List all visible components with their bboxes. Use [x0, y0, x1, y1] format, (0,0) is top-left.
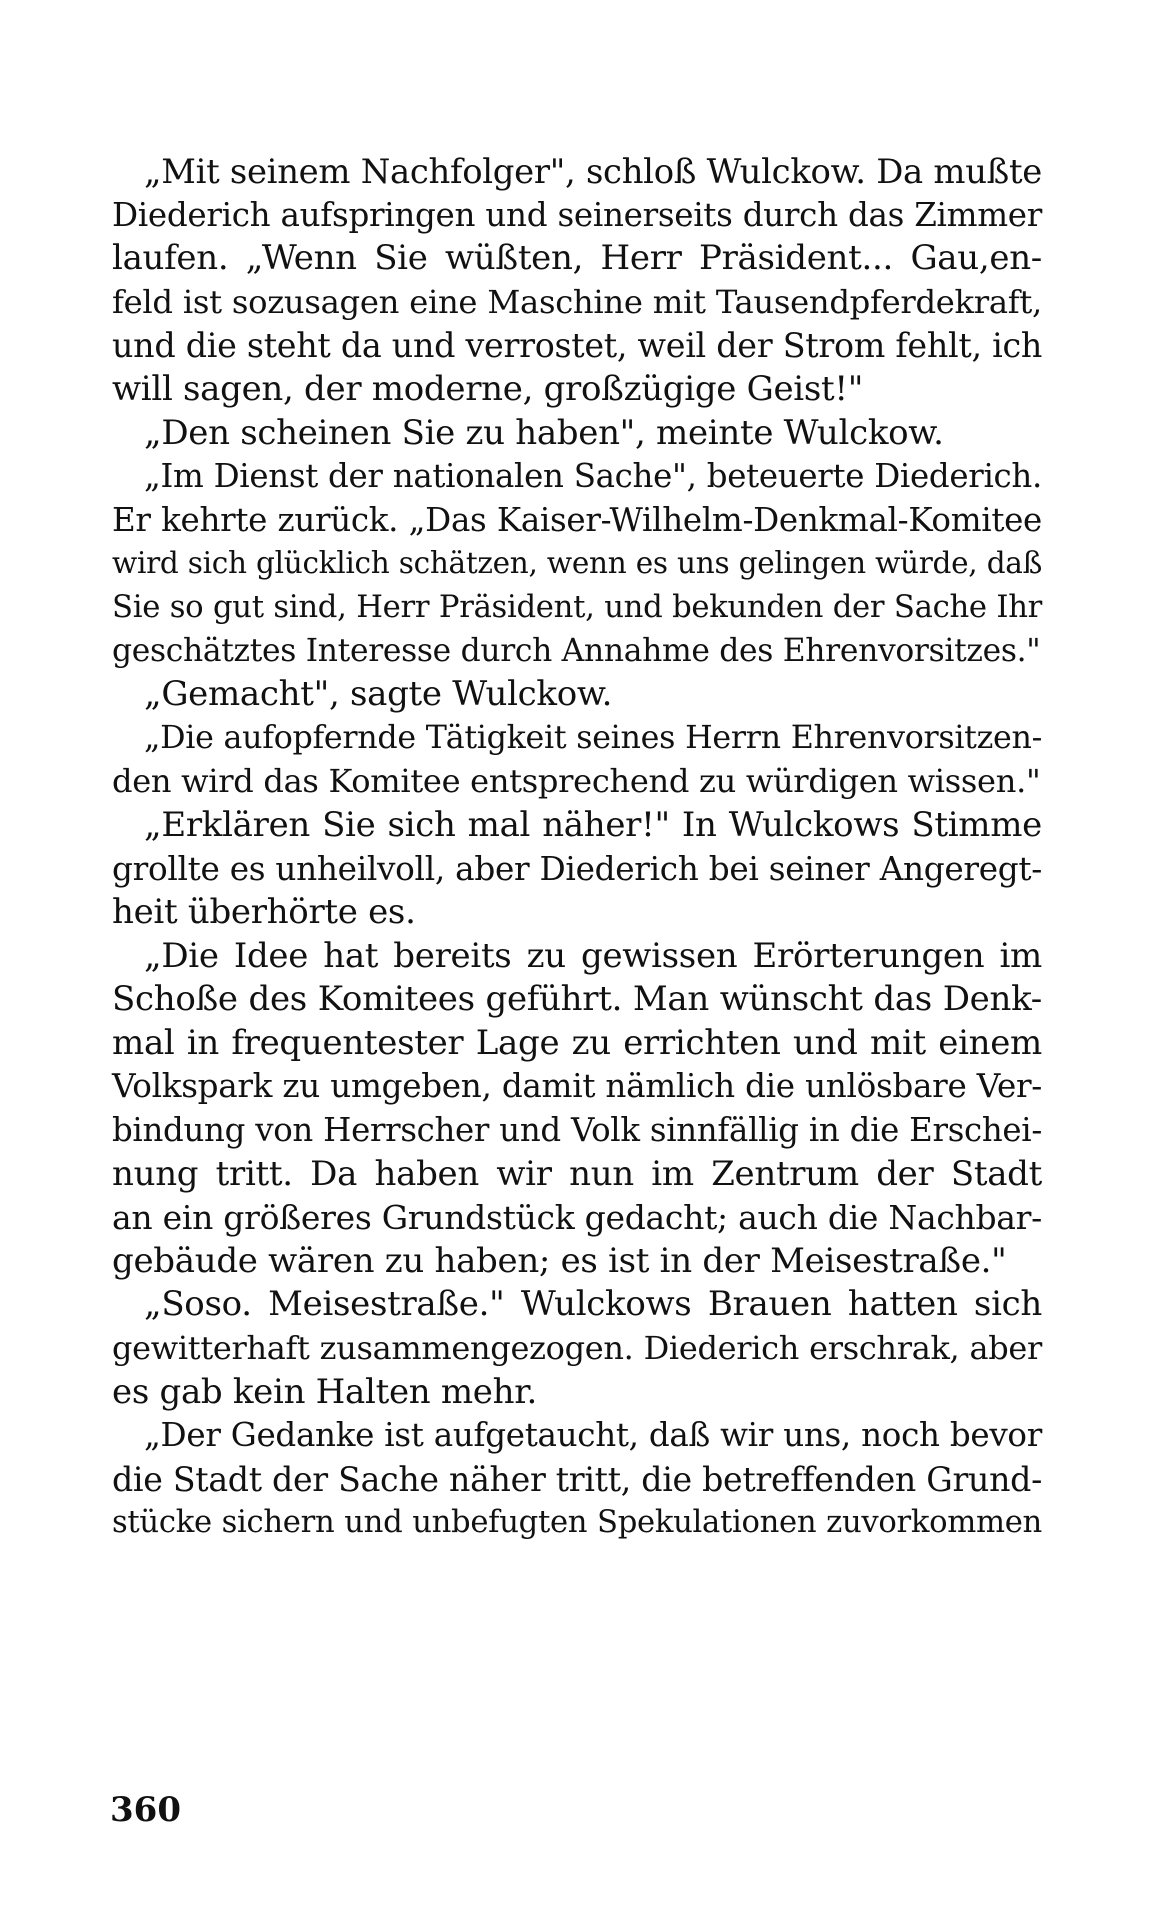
text-line: „Gemacht", sagte Wulckow.	[144, 674, 613, 715]
text-line: Diederich aufspringen und seinerseits durch das Zimmer	[112, 195, 1042, 234]
text-line: „Mit seinem Nachfolger", schloß Wulckow. Da mußte	[144, 152, 1042, 191]
text-line: Er kehrte zurück. „Das Kaiser-Wilhelm-Denkmal-Komitee	[112, 500, 1042, 539]
text-line: und die steht da und verrostet, weil der Strom fehlt, ich	[112, 326, 1042, 366]
text-line: die Stadt der Sache näher tritt, die betreffenden Grund-	[112, 1459, 1042, 1499]
text-line: „Im Dienst der nationalen Sache", beteuerte Diederich.	[144, 457, 1042, 496]
text-line: bindung von Herrscher und Volk sinnfällig in die Erschei-	[112, 1111, 1042, 1150]
text-line: Volkspark zu umgeben, damit nämlich die unlösbare Ver-	[112, 1067, 1042, 1106]
text-line: stücke sichern und unbefugten Spekulationen zuvorkommen	[112, 1505, 1042, 1541]
page-number: 360	[110, 1790, 181, 1830]
text-line: mal in frequentester Lage zu errichten und mit einem	[112, 1022, 1042, 1063]
text-line: laufen. „Wenn Sie wüßten, Herr Präsident... Gau,en-	[112, 238, 1042, 279]
text-line: Schoße des Komitees geführt. Man wünscht das Denk-	[112, 979, 1042, 1020]
text-line: nung tritt. Da haben wir nun im Zentrum der Stadt	[112, 1153, 1042, 1194]
text-line: gewitterhaft zusammengezogen. Diederich erschrak, aber	[112, 1329, 1042, 1368]
text-line: „Der Gedanke ist aufgetaucht, daß wir uns, noch bevor	[144, 1416, 1042, 1455]
text-line: wird sich glücklich schätzen, wenn es uns gelingen würde, daß	[112, 546, 1042, 581]
text-line: „Erklären Sie sich mal näher!" In Wulckows Stimme	[144, 804, 1042, 845]
text-line: den wird das Komitee entsprechend zu würdigen wissen."	[112, 762, 1041, 801]
text-line: „Soso. Meisestraße." Wulckows Brauen hatten sich	[144, 1284, 1042, 1325]
text-line: will sagen, der moderne, großzügige Geist!"	[112, 368, 864, 409]
text-line: grollte es unheilvoll, aber Diederich bei seiner Angeregt-	[112, 849, 1042, 888]
body-text	[112, 150, 1042, 1545]
text-line: geschätztes Interesse durch Annahme des Ehrenvorsitzes."	[112, 632, 1041, 669]
text-line: gebäude wären zu haben; es ist in der Meisestraße."	[112, 1240, 1007, 1281]
text-line: an ein größeres Grundstück gedacht; auch die Nachbar-	[112, 1198, 1042, 1238]
text-line: es gab kein Halten mehr.	[112, 1371, 537, 1412]
text-line: „Den scheinen Sie zu haben", meinte Wulckow.	[144, 412, 944, 453]
text-line: Sie so gut sind, Herr Präsident, und bekunden der Sache Ihr	[112, 589, 1042, 625]
text-line: „Die aufopfernde Tätigkeit seines Herrn Ehrenvorsitzen-	[144, 719, 1042, 756]
text-line: „Die Idee hat bereits zu gewissen Erörterungen im	[144, 935, 1042, 976]
text-line: feld ist sozusagen eine Maschine mit Tausendpferdekraft,	[112, 282, 1042, 321]
text-line: heit überhörte es.	[112, 892, 416, 933]
